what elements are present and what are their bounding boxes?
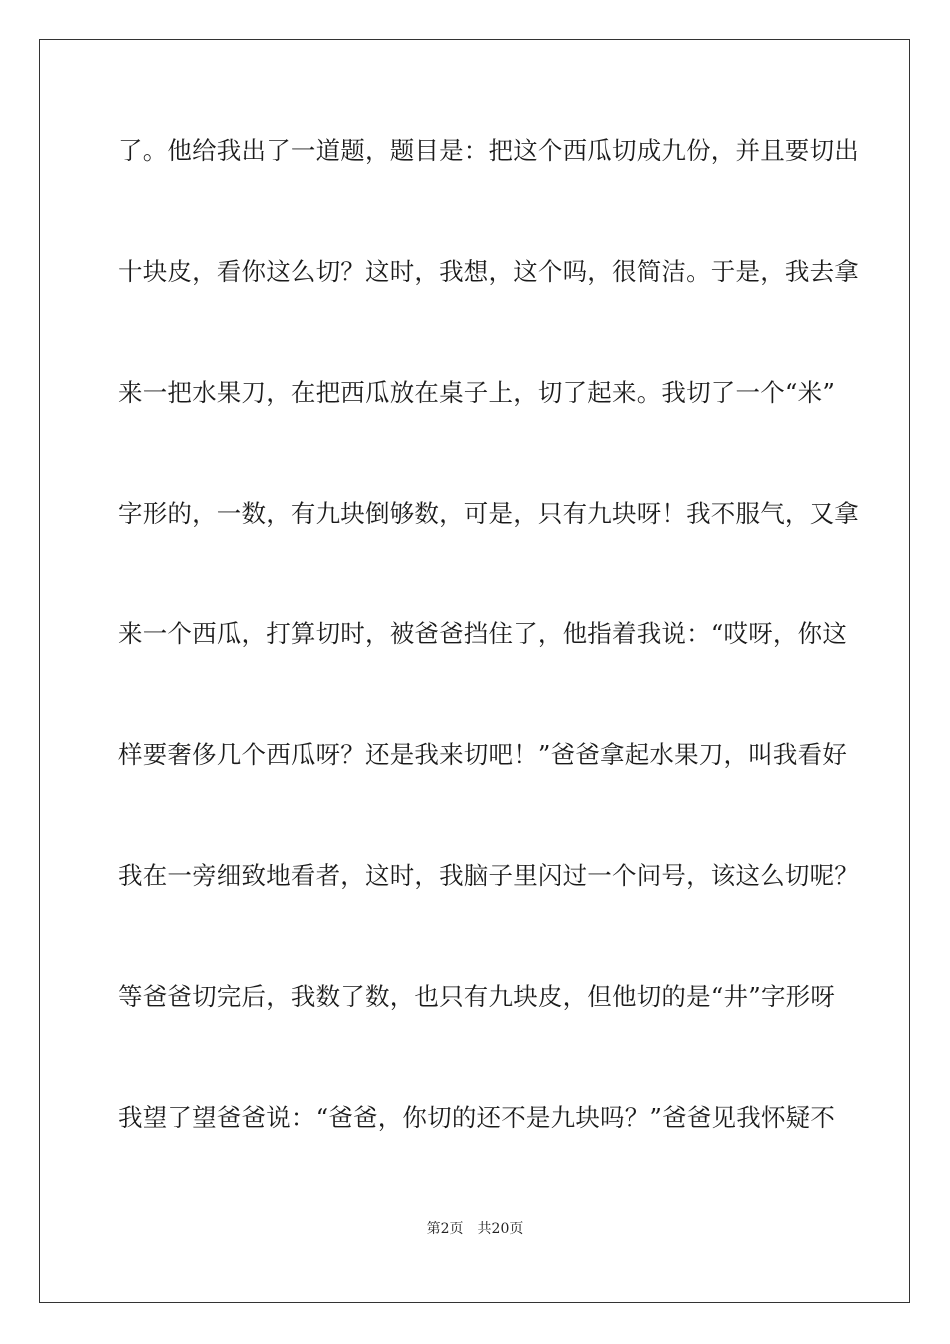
text-line: 我在一旁细致地看者，这时，我脑子里闪过一个问号，该这么切呢？ [118,861,859,890]
text-line: 十块皮，看你这么切？这时，我想，这个吗，很简洁。于是，我去拿 [118,257,859,286]
text-line: 样要奢侈几个西瓜呀？还是我来切吧！”爸爸拿起水果刀，叫我看好 [118,740,848,769]
text-line: 来一把水果刀，在把西瓜放在桌子上，切了起来。我切了一个“米” [118,378,836,407]
text-line: 了。他给我出了一道题，题目是：把这个西瓜切成九份，并且要切出 [118,136,859,165]
page-total: 共20页 [477,1221,524,1237]
text-line: 等爸爸切完后，我数了数，也只有九块皮，但他切的是“井”字形呀 [118,982,836,1011]
page-footer [0,1219,950,1239]
text-line: 来一个西瓜，打算切时，被爸爸挡住了，他指着我说：“哎呀，你这 [118,619,848,648]
text-line: 字形的，一数，有九块倒够数，可是，只有九块呀！我不服气，又拿 [118,499,859,528]
text-line: 我望了望爸爸说：“爸爸，你切的还不是九块吗？”爸爸见我怀疑不 [118,1103,836,1132]
page-number: 第2页 [426,1221,464,1237]
